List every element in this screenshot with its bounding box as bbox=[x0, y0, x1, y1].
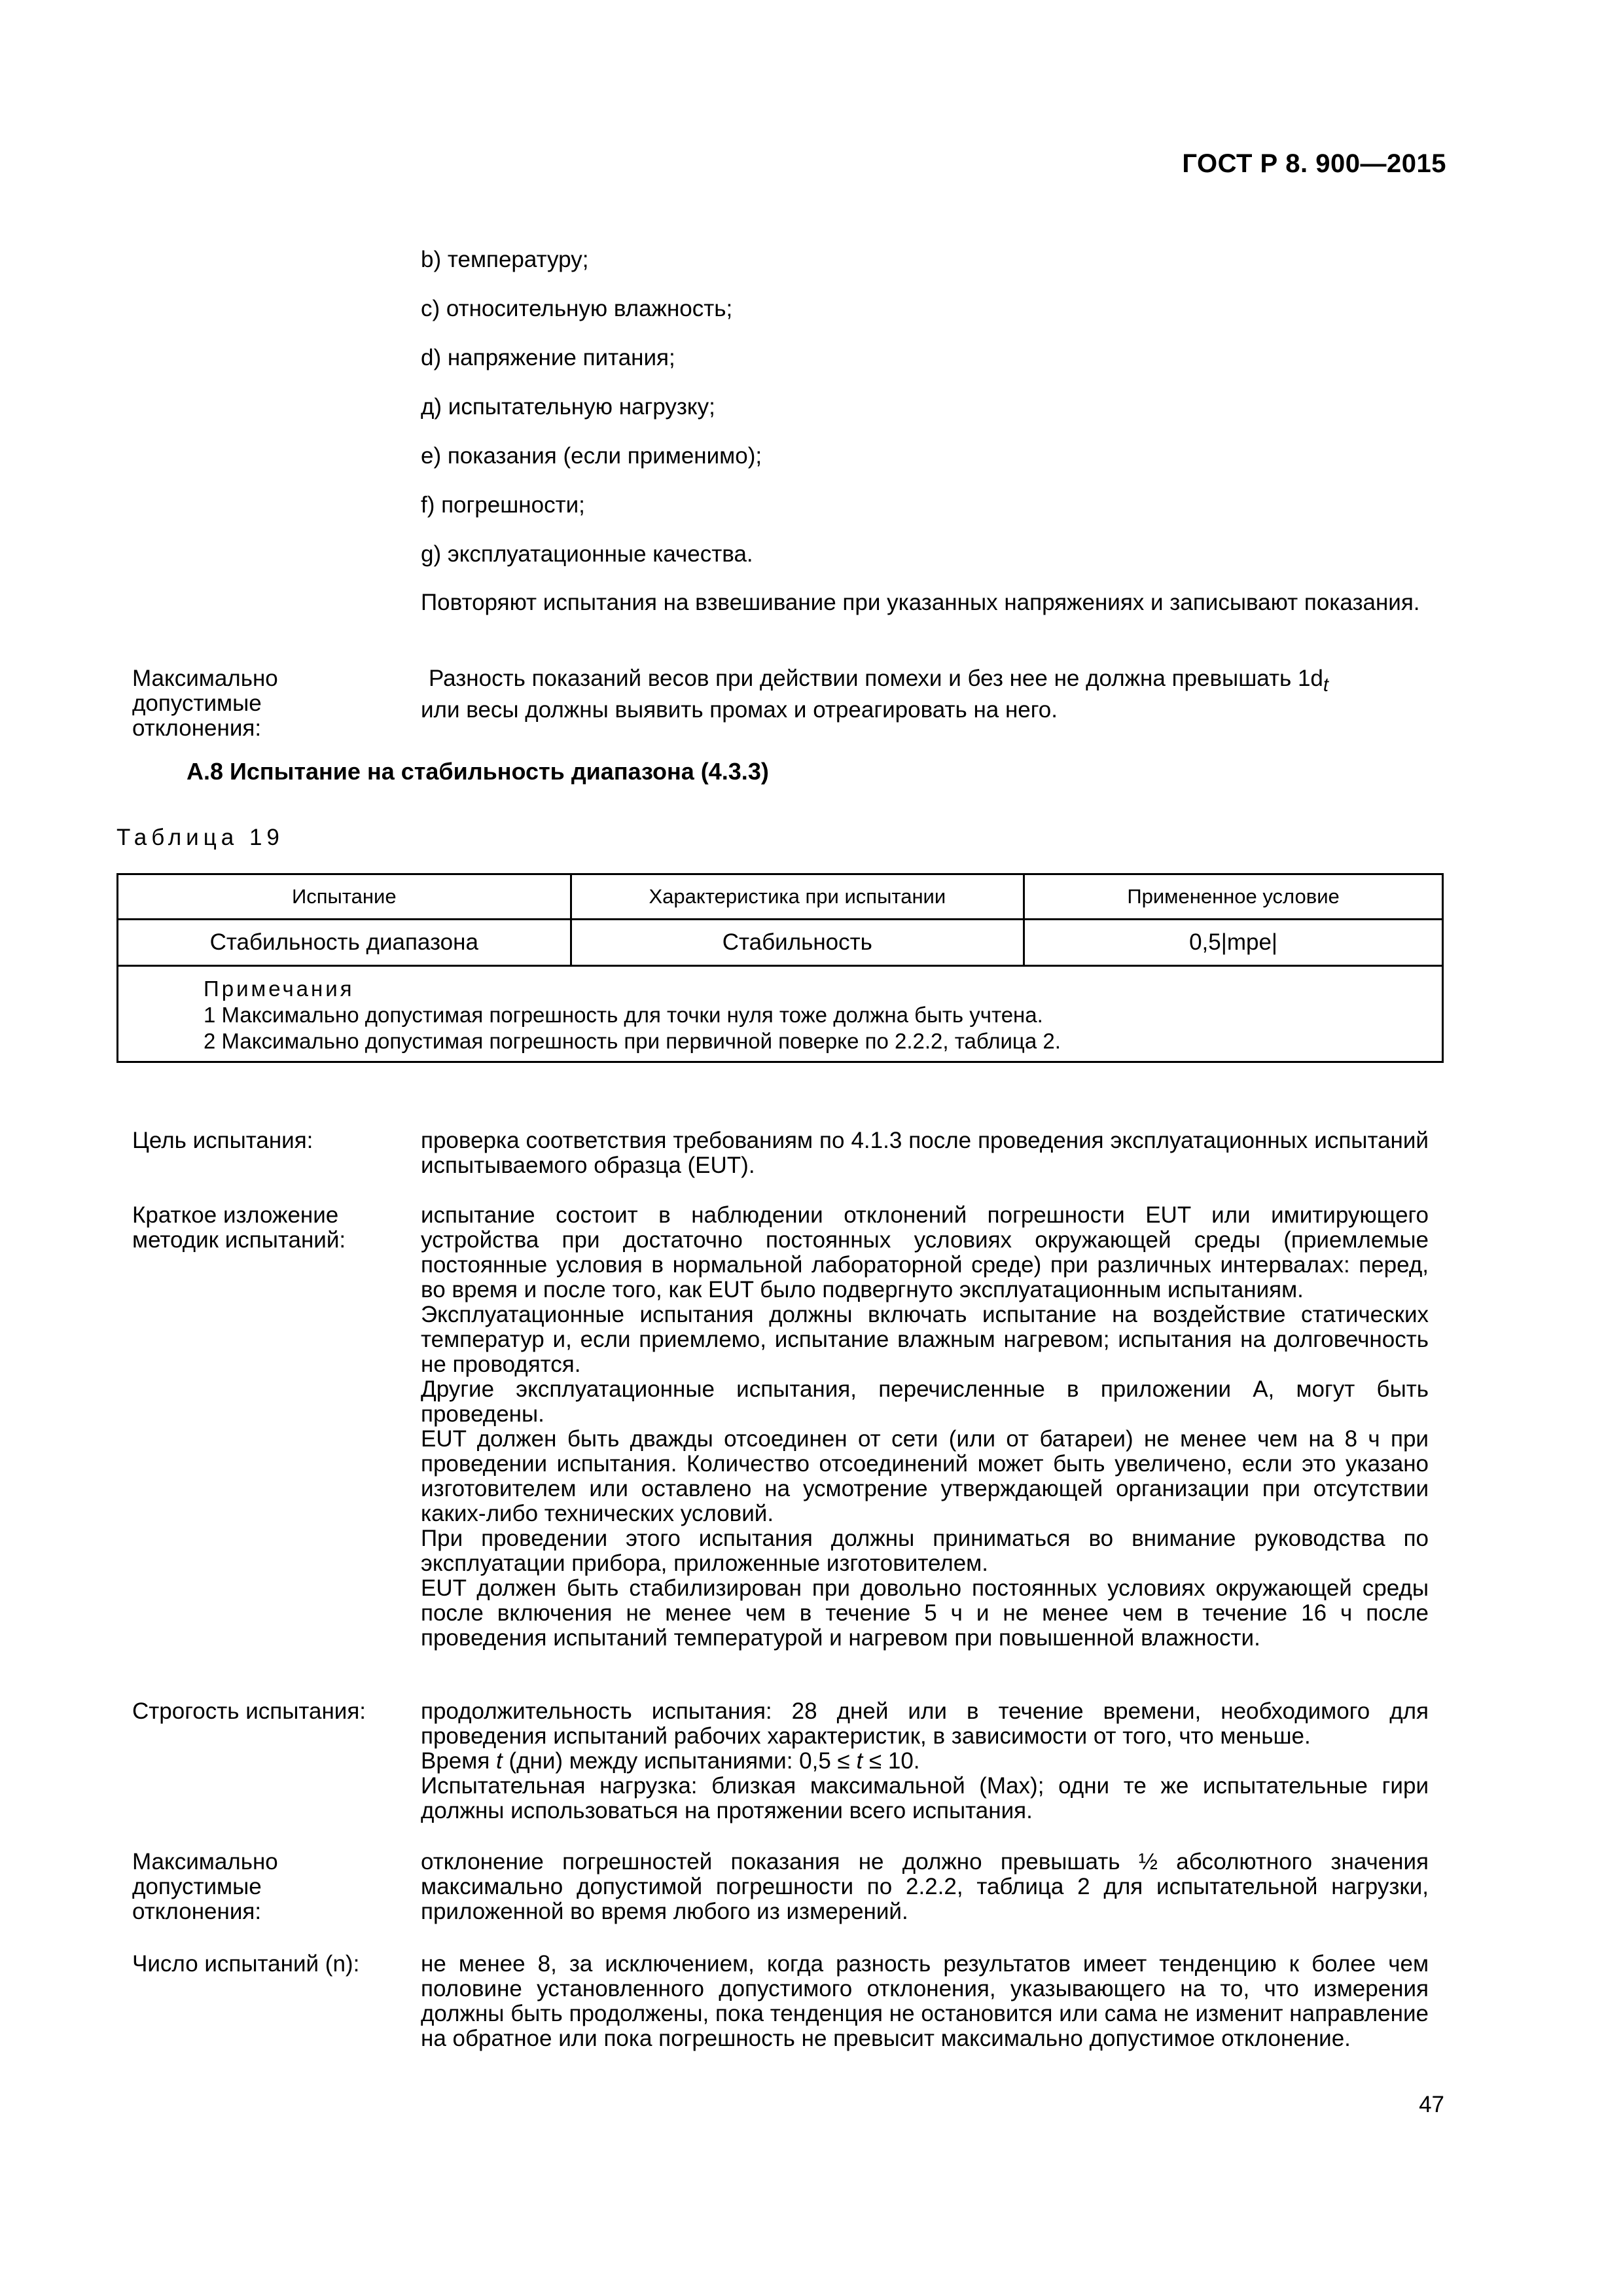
note-item: 1 Максимально допустимая погрешность для точки нуля тоже должна быть учтена. bbox=[204, 1003, 1043, 1027]
summary-paragraph: Эксплуатационные испытания должны включать испытание на воздействие статических температур и, если приемлемо, испытание влажным нагревом; испытания на долговечность не проводятся. bbox=[421, 1302, 1429, 1377]
list-item-c: c) относительную влажность; bbox=[421, 296, 733, 321]
max-deviation-text-top bbox=[421, 666, 1429, 723]
severity-time-text: Время bbox=[421, 1748, 497, 1774]
severity-paragraph: продолжительность испытания: 28 дней или в течение времени, необходимого для проведения испытаний рабочих характеристик, в зависимости от того, что меньше. bbox=[421, 1698, 1429, 1749]
severity-var: t bbox=[496, 1748, 503, 1774]
list-item-b: b) температуру; bbox=[421, 247, 589, 272]
max-deviation-text bbox=[421, 1850, 1429, 1924]
goal-text bbox=[421, 1128, 1429, 1178]
severity-time-text: ≤ 10. bbox=[863, 1748, 920, 1774]
summary-paragraph: Другие эксплуатационные испытания, перечисленные в приложении А, могут быть проведены. bbox=[421, 1376, 1429, 1427]
max-deviation-paragraph: отклонение погрешностей показания не должно превышать ½ абсолютного значения максимально допустимой погрешности по 2.2.2, таблица 2 для испытательной нагрузки, приложенной во время любого из измерений. bbox=[421, 1849, 1429, 1924]
table-header-cell: Характеристика при испытании bbox=[571, 874, 1024, 920]
page-number: 47 bbox=[1419, 2092, 1444, 2117]
list-item-e: e) показания (если применимо); bbox=[421, 443, 762, 469]
table-header-cell: Испытание bbox=[118, 874, 571, 920]
max-deviation-text-line2: или весы должны выявить промах и отреагировать на него. bbox=[421, 697, 1058, 723]
max-deviation-text-main: Разность показаний весов при действии помехи и без нее не должна превышать 1d bbox=[429, 666, 1323, 691]
table-row bbox=[118, 920, 1443, 966]
table-cell: 0,5|mpe| bbox=[1024, 920, 1443, 966]
count-paragraph: не менее 8, за исключением, когда разность результатов имеет тенденцию к более чем половине установленного допустимого отклонения, указывающего на то, что измерения должны быть продолжены, пока тенденция не остановится или сама не изменит направление на обратное или пока погрешность не превысит максимально допустимое отклонение. bbox=[421, 1951, 1429, 2051]
summary-paragraph: EUT должен быть стабилизирован при довольно постоянных условиях окружающей среды после включения не менее чем в течение 5 ч и не менее чем в течение 16 ч после проведения испытаний температурой и нагревом при повышенной влажности. bbox=[421, 1575, 1429, 1651]
max-deviation-subscript: t bbox=[1323, 675, 1329, 696]
severity-time-paragraph bbox=[421, 1749, 1429, 1774]
table-notes-row bbox=[118, 966, 1443, 1062]
table-header-cell: Примененное условие bbox=[1024, 874, 1443, 920]
severity-paragraph: Испытательная нагрузка: близкая максимальной (Max); одни те же испытательные гири должны использоваться на протяжении всего испытания. bbox=[421, 1773, 1429, 1823]
count-text bbox=[421, 1952, 1429, 2051]
goal-paragraph: проверка соответствия требованиям по 4.1.3 после проведения эксплуатационных испытаний испытываемого образца (EUT). bbox=[421, 1128, 1429, 1178]
severity-label: Строгость испытания: bbox=[132, 1698, 366, 1724]
summary-paragraph: испытание состоит в наблюдении отклонений погрешности EUT или имитирующего устройства при достаточно постоянных условиях окружающей среды (приемлемые постоянные условия в нормальной лабораторной среде) при различных интервалах: перед, во время и после того, как EUT было подвергнуто эксплуатационным испытаниям. bbox=[421, 1202, 1429, 1302]
severity-text bbox=[421, 1699, 1429, 1823]
section-title: А.8 Испытание на стабильность диапазона (4.3.3) bbox=[187, 758, 769, 785]
table-header-row bbox=[118, 874, 1443, 920]
summary-paragraph: При проведении этого испытания должны приниматься во внимание руководства по эксплуатации прибора, приложенные изготовителем. bbox=[421, 1526, 1429, 1576]
list-item-de: д) испытательную нагрузку; bbox=[421, 394, 715, 420]
table-notes bbox=[118, 966, 1443, 1062]
count-label: Число испытаний (n): bbox=[132, 1951, 360, 1977]
table-19 bbox=[116, 873, 1444, 1063]
document-header: ГОСТ Р 8. 900—2015 bbox=[1182, 149, 1446, 178]
severity-time-text: (дни) между испытаниями: 0,5 ≤ bbox=[502, 1748, 857, 1774]
goal-label: Цель испытания: bbox=[132, 1128, 313, 1153]
table-cell: Стабильность диапазона bbox=[118, 920, 571, 966]
list-item-d: d) напряжение питания; bbox=[421, 345, 675, 370]
note-item: 2 Максимально допустимая погрешность при первичной поверке по 2.2.2, таблица 2. bbox=[204, 1029, 1061, 1053]
summary-text bbox=[421, 1203, 1429, 1651]
table-cell: Стабильность bbox=[571, 920, 1024, 966]
summary-paragraph: EUT должен быть дважды отсоединен от сети (или от батареи) не менее чем на 8 ч при проведении испытания. Количество отсоединений может быть увеличено, если это указано изготовителем или оставлено на усмотрение утверждающей организации при отсутствии каких-либо технических условий. bbox=[421, 1426, 1429, 1526]
repeat-paragraph: Повторяют испытания на взвешивание при указанных напряжениях и записывают показания. bbox=[421, 590, 1420, 615]
max-deviation-label: Максимально допустимые отклонения: bbox=[132, 1849, 278, 1924]
notes-title: Примечания bbox=[204, 977, 355, 1001]
table-caption: Таблица 19 bbox=[116, 825, 284, 850]
list-item-g: g) эксплуатационные качества. bbox=[421, 541, 753, 567]
severity-var: t bbox=[856, 1748, 863, 1774]
summary-label: Краткое изложение методик испытаний: bbox=[132, 1202, 346, 1253]
list-item-f: f) погрешности; bbox=[421, 492, 585, 518]
max-deviation-label-top: Максимально допустимые отклонения: bbox=[132, 666, 278, 741]
